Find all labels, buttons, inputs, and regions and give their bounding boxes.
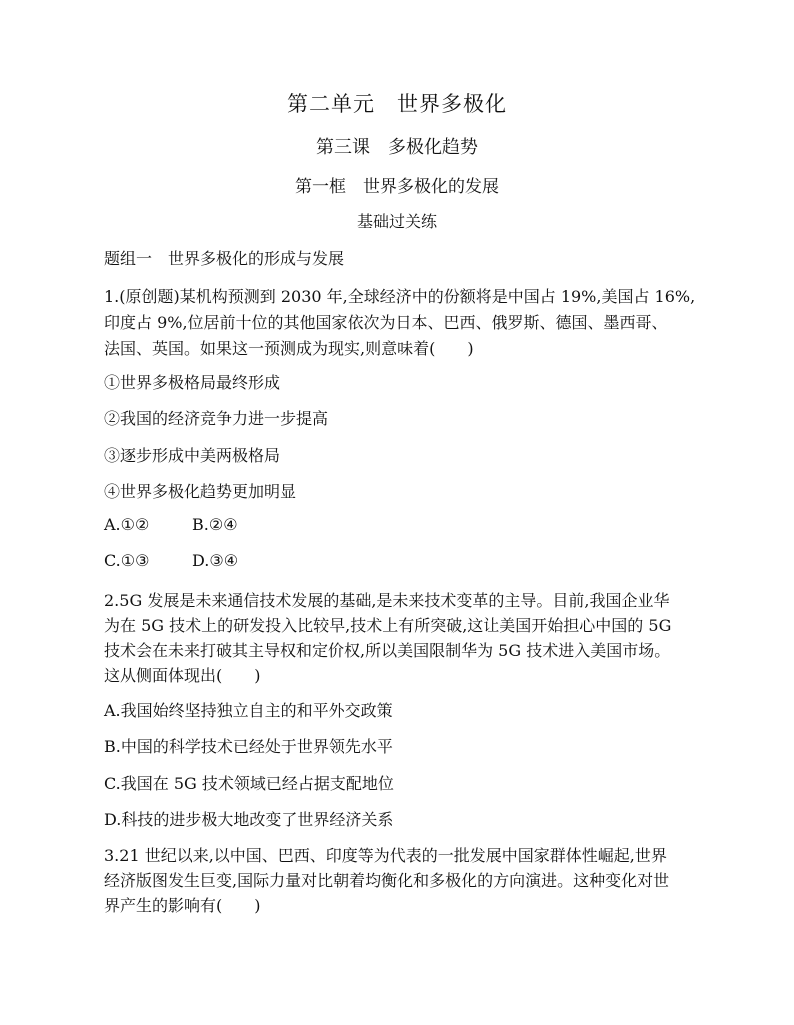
q1-stem-line-1: 1.(原创题)某机构预测到 2030 年,全球经济中的份额将是中国占 19%,美国占 16%,: [104, 287, 696, 306]
q2-option-b: B.中国的科学技术已经处于世界领先水平: [104, 737, 393, 756]
frame-title: 第一框 世界多极化的发展: [295, 177, 499, 197]
section-title: 基础过关练: [356, 212, 437, 231]
q1-option-d: D.③④: [192, 551, 239, 570]
q1-statement-3: ③逐步形成中美两极格局: [104, 446, 281, 465]
q1-statement-4: ④世界多极化趋势更加明显: [104, 482, 297, 501]
q2-stem-line-2: 为在 5G 技术上的研发投入比较早,技术上有所突破,这让美国开始担心中国的 5G: [104, 616, 672, 635]
q1-options-row-2: [104, 551, 704, 570]
q2-option-a: A.我国始终坚持独立自主的和平外交政策: [104, 701, 393, 720]
q1-stem-line-3: 法国、英国。如果这一预测成为现实,则意味着( ): [104, 339, 474, 358]
q3-stem-line-1: 3.21 世纪以来,以中国、巴西、印度等为代表的一批发展中国家群体性崛起,世界: [104, 846, 667, 865]
q1-options-row-1: [104, 515, 704, 534]
q1-stem-line-2: 印度占 9%,位居前十位的其他国家依次为日本、巴西、俄罗斯、德国、墨西哥、: [104, 313, 668, 332]
q3-stem-line-3: 界产生的影响有( ): [104, 896, 261, 915]
lesson-title: 第三课 多极化趋势: [316, 137, 478, 158]
q2-option-c: C.我国在 5G 技术领域已经占据支配地位: [104, 774, 394, 793]
q1-option-a: A.①②: [104, 515, 150, 534]
unit-title: 第二单元 世界多极化: [287, 92, 507, 116]
question-group-title: 题组一 世界多极化的形成与发展: [104, 249, 345, 268]
q1-option-c: C.①③: [104, 551, 150, 570]
q1-option-b: B.②④: [192, 515, 238, 534]
q2-stem-line-1: 2.5G 发展是未来通信技术发展的基础,是未来技术变革的主导。目前,我国企业华: [104, 591, 670, 610]
q2-stem-line-4: 这从侧面体现出( ): [104, 666, 261, 685]
q3-stem-line-2: 经济版图发生巨变,国际力量对比朝着均衡化和多极化的方向演进。这种变化对世: [104, 871, 670, 890]
q1-statement-2: ②我国的经济竞争力进一步提高: [104, 409, 329, 428]
q2-option-d: D.科技的进步极大地改变了世界经济关系: [104, 810, 394, 829]
q2-stem-line-3: 技术会在未来打破其主导权和定价权,所以美国限制华为 5G 技术进入美国市场。: [104, 641, 671, 660]
q1-statement-1: ①世界多极格局最终形成: [104, 373, 281, 392]
